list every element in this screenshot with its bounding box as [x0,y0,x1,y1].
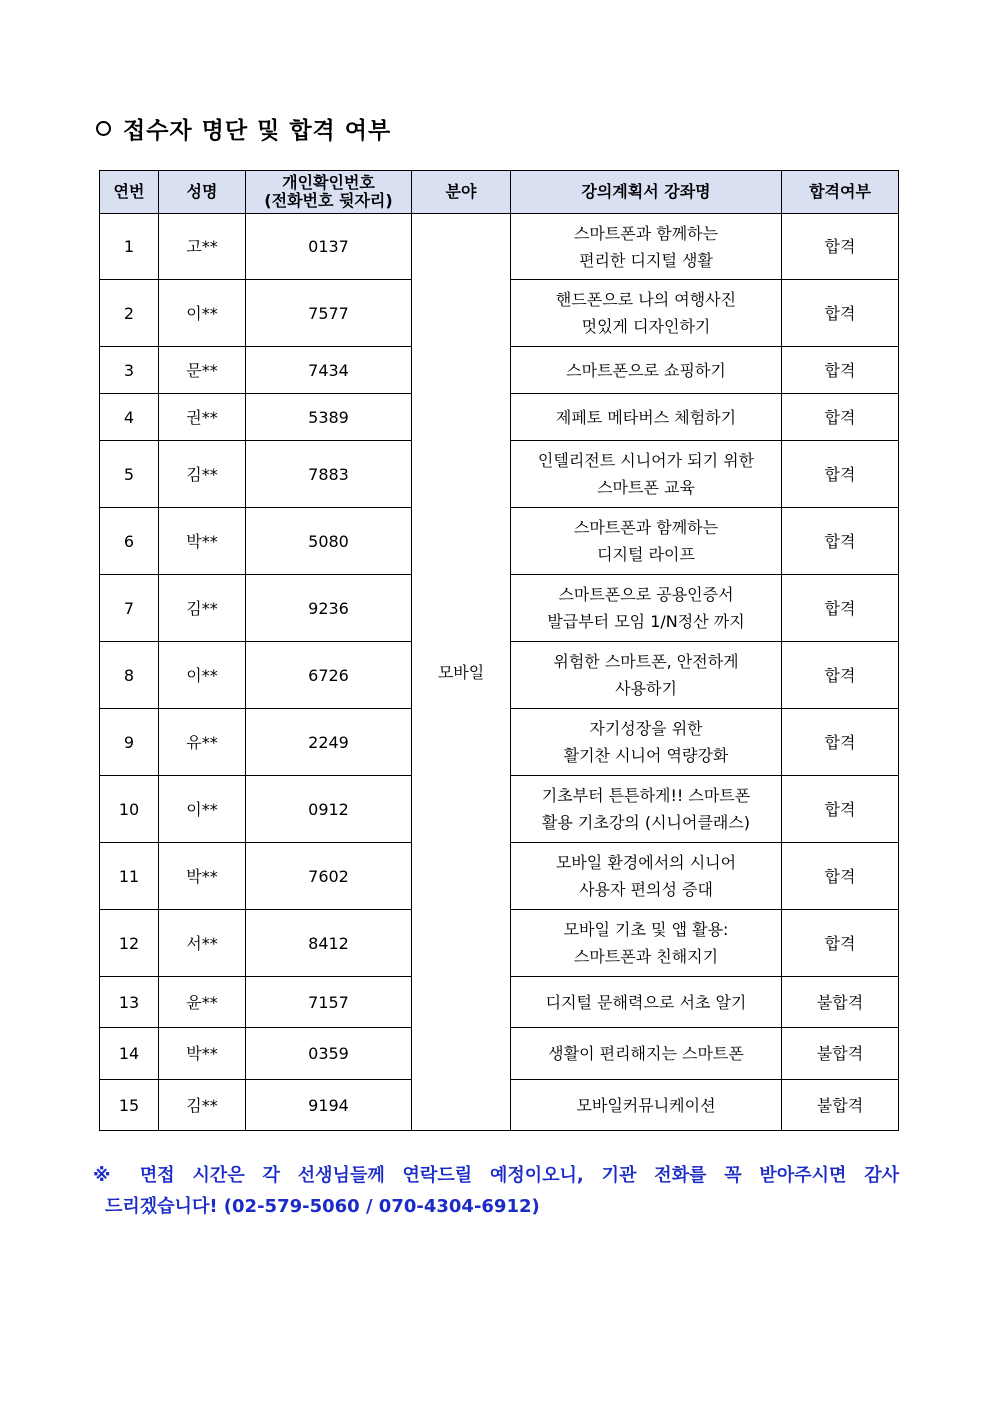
cell-result: 불합격 [782,1028,899,1080]
header-result: 합격여부 [782,171,899,214]
course-line-1: 핸드폰으로 나의 여행사진 [555,290,737,309]
course-line-1: 모바일 기초 및 앱 활용: [563,920,729,939]
cell-no: 9 [100,709,159,776]
header-course: 강의계획서 강좌명 [511,171,782,214]
cell-name: 박** [159,508,246,575]
cell-no: 3 [100,347,159,394]
cell-id: 7883 [246,441,412,508]
cell-course [511,441,782,508]
cell-result: 불합격 [782,1080,899,1131]
cell-course [511,394,782,441]
course-line-1: 기초부터 튼튼하게!! 스마트폰 [541,786,751,805]
cell-id: 7602 [246,843,412,910]
course-line-2: 디지털 라이프 [597,545,695,564]
cell-id: 2249 [246,709,412,776]
cell-course [511,347,782,394]
course-line-1: 스마트폰으로 쇼핑하기 [566,360,726,380]
cell-result: 합격 [782,843,899,910]
course-line-2: 활용 기초강의 (시니어클래스) [541,813,751,832]
cell-name: 윤** [159,977,246,1028]
cell-name: 유** [159,709,246,776]
cell-course [511,1028,782,1080]
course-line-2: 발급부터 모임 1/N정산 까지 [547,612,745,631]
cell-no: 5 [100,441,159,508]
course-line-2: 스마트폰과 친해지기 [573,947,719,966]
cell-id: 6726 [246,642,412,709]
cell-course [511,843,782,910]
cell-no: 14 [100,1028,159,1080]
header-field: 분야 [412,171,511,214]
cell-no: 10 [100,776,159,843]
cell-result: 합격 [782,642,899,709]
cell-result: 합격 [782,280,899,347]
course-line-1: 스마트폰과 함께하는 [573,223,719,243]
cell-course [511,977,782,1028]
cell-result: 합격 [782,347,899,394]
course-line-2: 사용자 편의성 증대 [579,880,713,899]
header-no: 연번 [100,171,159,214]
cell-name: 김** [159,441,246,508]
cell-course [511,776,782,843]
cell-no: 13 [100,977,159,1028]
cell-no: 2 [100,280,159,347]
cell-name: 김** [159,575,246,642]
cell-result: 합격 [782,214,899,280]
cell-id: 8412 [246,910,412,977]
course-line-1: 자기성장을 위한 [589,719,703,738]
notice-line-2: 드리겠습니다! (02-579-5060 / 070-4304-6912) [105,1196,540,1217]
cell-name: 박** [159,843,246,910]
course-line-1: 모바일 환경에서의 시니어 [555,853,737,872]
cell-no: 7 [100,575,159,642]
cell-name: 김** [159,1080,246,1131]
applicant-table [99,170,899,1131]
cell-result: 합격 [782,575,899,642]
section-title-text: 접수자 명단 및 합격 여부 [123,118,392,144]
course-line-2: 활기찬 시니어 역량강화 [563,746,729,765]
cell-course [511,1080,782,1131]
cell-course [511,575,782,642]
cell-course [511,709,782,776]
cell-name: 이** [159,776,246,843]
cell-course [511,280,782,347]
course-line-2: 스마트폰 교육 [597,478,695,497]
section-title [96,112,391,145]
course-line-1: 모바일커뮤니케이션 [576,1095,716,1115]
cell-id: 9236 [246,575,412,642]
cell-name: 박** [159,1028,246,1080]
cell-result: 합격 [782,394,899,441]
cell-name: 서** [159,910,246,977]
cell-course [511,910,782,977]
cell-no: 12 [100,910,159,977]
course-line-1: 스마트폰과 함께하는 [573,518,719,537]
notice-line-1: ※ 면접 시간은 각 선생님들께 연락드릴 예정이오니, 기관 전화를 꼭 받아주시면 감사 [93,1165,899,1186]
header-id-line1: 개인확인번호 [282,173,375,192]
cell-id: 0137 [246,214,412,280]
cell-id: 9194 [246,1080,412,1131]
cell-no: 4 [100,394,159,441]
cell-name: 문** [159,347,246,394]
table-row [100,214,899,280]
cell-no: 8 [100,642,159,709]
header-id-line2: (전화번호 뒷자리) [264,191,393,210]
header-name: 성명 [159,171,246,214]
cell-result: 합격 [782,776,899,843]
table-header-row [100,171,899,214]
header-id [246,171,412,214]
cell-course [511,508,782,575]
course-line-1: 위험한 스마트폰, 안전하게 [553,652,739,671]
cell-field: 모바일 [412,214,511,1131]
course-line-2: 사용하기 [615,679,677,698]
cell-no: 1 [100,214,159,280]
cell-course [511,214,782,280]
cell-id: 7157 [246,977,412,1028]
cell-result: 합격 [782,508,899,575]
cell-id: 0912 [246,776,412,843]
cell-id: 7434 [246,347,412,394]
course-line-2: 편리한 디지털 생활 [579,250,713,270]
course-line-1: 인텔리전트 시니어가 되기 위한 [537,451,755,470]
cell-name: 이** [159,280,246,347]
course-line-1: 제페토 메타버스 체험하기 [555,407,737,427]
cell-no: 11 [100,843,159,910]
cell-result: 합격 [782,910,899,977]
cell-id: 7577 [246,280,412,347]
circle-bullet-icon [96,121,111,136]
cell-no: 15 [100,1080,159,1131]
cell-id: 5389 [246,394,412,441]
course-line-2: 멋있게 디자인하기 [581,317,711,336]
cell-name: 고** [159,214,246,280]
course-line-1: 생활이 편리해지는 스마트폰 [548,1044,744,1063]
cell-name: 이** [159,642,246,709]
cell-name: 권** [159,394,246,441]
cell-course [511,642,782,709]
cell-no: 6 [100,508,159,575]
cell-result: 불합격 [782,977,899,1028]
cell-result: 합격 [782,709,899,776]
course-line-1: 디지털 문해력으로 서초 알기 [545,992,747,1012]
cell-id: 0359 [246,1028,412,1080]
cell-result: 합격 [782,441,899,508]
course-line-1: 스마트폰으로 공용인증서 [558,585,734,604]
cell-id: 5080 [246,508,412,575]
